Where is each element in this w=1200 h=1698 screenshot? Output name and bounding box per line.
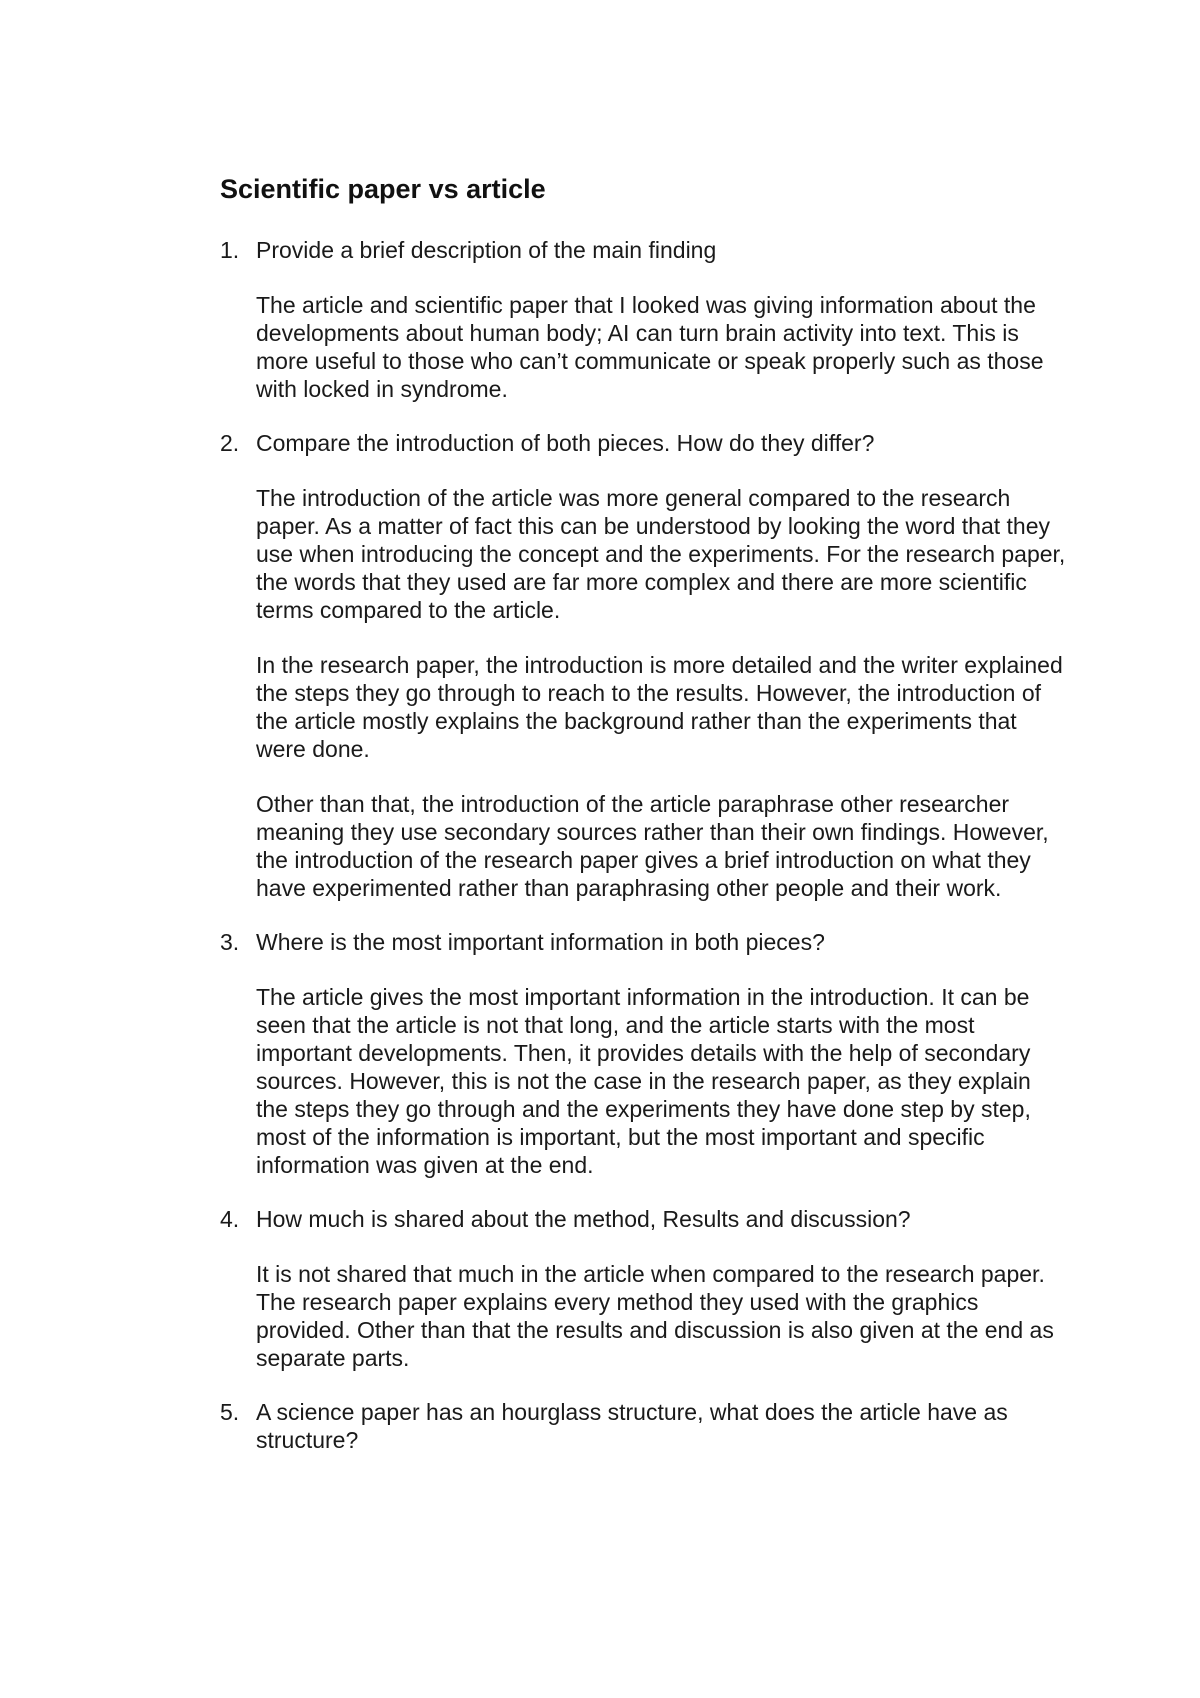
question-text: Where is the most important information in both pieces? (256, 929, 825, 955)
question-number: 1. (220, 237, 240, 263)
answer-paragraph: Other than that, the introduction of the article paraphrase other researcher meaning they use secondary sources rather than their own findings. However, the introduction of the research paper gives a brief introduction on what they have experimented rather than paraphrasing other people and their work. (256, 791, 1049, 901)
question-list (220, 236, 1100, 1480)
question-number: 4. (220, 1206, 240, 1232)
question-text: Provide a brief description of the main finding (256, 237, 717, 263)
document-title: Scientific paper vs article (220, 174, 546, 204)
question-text: How much is shared about the method, Results and discussion? (256, 1206, 911, 1232)
question-number: 3. (220, 929, 240, 955)
question-item (220, 429, 1100, 902)
question-text: A science paper has an hourglass structure, what does the article have as structure? (256, 1399, 1008, 1453)
question-item (220, 1398, 1100, 1454)
question-number: 2. (220, 430, 240, 456)
question-item (220, 928, 1100, 1179)
question-item (220, 1205, 1100, 1372)
question-item (220, 236, 1100, 403)
answer-paragraph: The article gives the most important information in the introduction. It can be seen that the article is not that long, and the article starts with the most important developments. Then, it provides details with the help of secondary sources. However, this is not the case in the research paper, as they explain the steps they go through and the experiments they have done step by step, most of the information is important, but the most important and specific information was given at the end. (256, 984, 1031, 1178)
answer-paragraph: The introduction of the article was more general compared to the research paper. As a matter of fact this can be understood by looking the word that they use when introducing the concept and the experiments. For the research paper, the words that they used are far more complex and there are more scientific terms compared to the article. (256, 485, 1066, 623)
answer-paragraph: It is not shared that much in the article when compared to the research paper. The research paper explains every method they used with the graphics provided. Other than that the results and discussion is also given at the end as separate parts. (256, 1261, 1054, 1371)
answer-paragraph: In the research paper, the introduction is more detailed and the writer explained the steps they go through to reach to the results. However, the introduction of the article mostly explains the background rather than the experiments that were done. (256, 652, 1063, 762)
question-number: 5. (220, 1399, 240, 1425)
question-text: Compare the introduction of both pieces. How do they differ? (256, 430, 875, 456)
answer-paragraph: The article and scientific paper that I looked was giving information about the developments about human body; AI can turn brain activity into text. This is more useful to those who can’t communicate or speak properly such as those with locked in syndrome. (256, 292, 1044, 402)
